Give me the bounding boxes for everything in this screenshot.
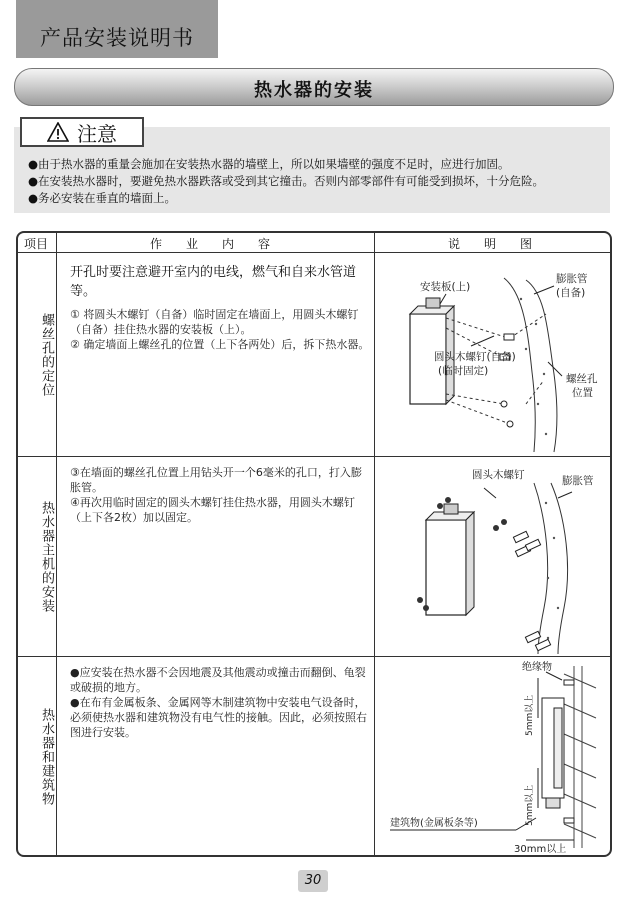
step-item: ●在布有金属板条、金属网等木制建筑物中安装电气设备时，必须使热水器和建筑物没有电气性的接触。因此，必须按照右图进行安装。 <box>70 696 367 739</box>
page-number: 30 <box>298 870 328 892</box>
callout-hole-note: 位置 <box>572 387 593 399</box>
diagram-unit-mounting <box>376 458 610 655</box>
caution-list <box>28 156 608 207</box>
callout-anchor: 膨胀管 <box>556 273 588 285</box>
callout-gap-side: 30mm以上 <box>514 844 567 855</box>
row-content <box>70 665 370 740</box>
section-banner <box>14 68 614 106</box>
step-item: ④再次用临时固定的圆头木螺钉挂住热水器，用圆头木螺钉（上下各2枚）加以固定。 <box>70 496 355 524</box>
callout-screw-note: (临时固定) <box>438 365 489 377</box>
callout-screw: 圆头木螺钉(自备) <box>434 351 516 363</box>
warning-icon <box>47 122 69 142</box>
column-divider <box>374 233 375 855</box>
caution-item: ●由于热水器的重量会施加在安装热水器的墙壁上，所以如果墙壁的强度不足时，应进行加固。 <box>28 157 510 171</box>
header-work: 作 业 内 容 <box>150 237 271 251</box>
step-item: ② 确定墙面上螺丝孔的位置（上下各两处）后，拆下热水器。 <box>70 338 370 351</box>
row-label: 螺丝孔的定位 <box>39 312 54 397</box>
column-divider <box>56 233 57 855</box>
row-divider <box>18 456 610 457</box>
row-content <box>70 263 370 352</box>
row-label: 热水器主机的安装 <box>39 500 54 613</box>
callout-anchor-note: (自备) <box>556 287 586 299</box>
step-item: ③在墙面的螺丝孔位置上用钻头开一个6毫米的孔口，打入膨胀管。 <box>70 466 362 494</box>
callout-screw: 圆头木螺钉 <box>472 469 525 481</box>
installation-table <box>16 231 612 857</box>
caution-label <box>20 117 144 147</box>
diagram-building-insulation <box>376 658 610 855</box>
callout-building: 建筑物(金属板条等) <box>390 818 478 829</box>
callout-gap-top: 5mm以上 <box>525 694 535 736</box>
page-title: 产品安装说明书 <box>40 26 194 50</box>
callout-anchor: 膨胀管 <box>562 475 594 487</box>
row-divider <box>18 252 610 253</box>
header-item: 项目 <box>24 237 49 251</box>
caution-item: ●在安装热水器时，要避免热水器跌落或受到其它撞击。否则内部零部件有可能受到损坏，十分危险。 <box>28 174 545 188</box>
row-divider <box>18 656 610 657</box>
caution-title: 注意 <box>77 121 117 146</box>
header-diagram: 说 明 图 <box>448 237 533 251</box>
caution-item: ●务必安装在垂直的墙面上。 <box>28 191 177 205</box>
row-content <box>70 465 370 525</box>
callout-gap-bottom: 5mm以上 <box>525 784 535 826</box>
callout-plate: 安装板(上) <box>420 281 471 293</box>
callout-hole: 螺丝孔 <box>566 373 598 385</box>
diagram-screw-position <box>376 254 610 454</box>
row-note: 开孔时要注意避开室内的电线，燃气和自来水管道等。 <box>70 265 357 299</box>
section-title: 热水器的安装 <box>254 80 374 101</box>
step-item: ●应安装在热水器不会因地震及其他震动或撞击而翻倒、龟裂或破损的地方。 <box>70 666 366 694</box>
row-label: 热水器和建筑物 <box>39 708 54 806</box>
callout-insulator: 绝缘物 <box>522 662 552 673</box>
step-item: ① 将圆头木螺钉（自备）临时固定在墙面上，用圆头木螺钉（自备）挂住热水器的安装板（上）。 <box>70 308 359 336</box>
